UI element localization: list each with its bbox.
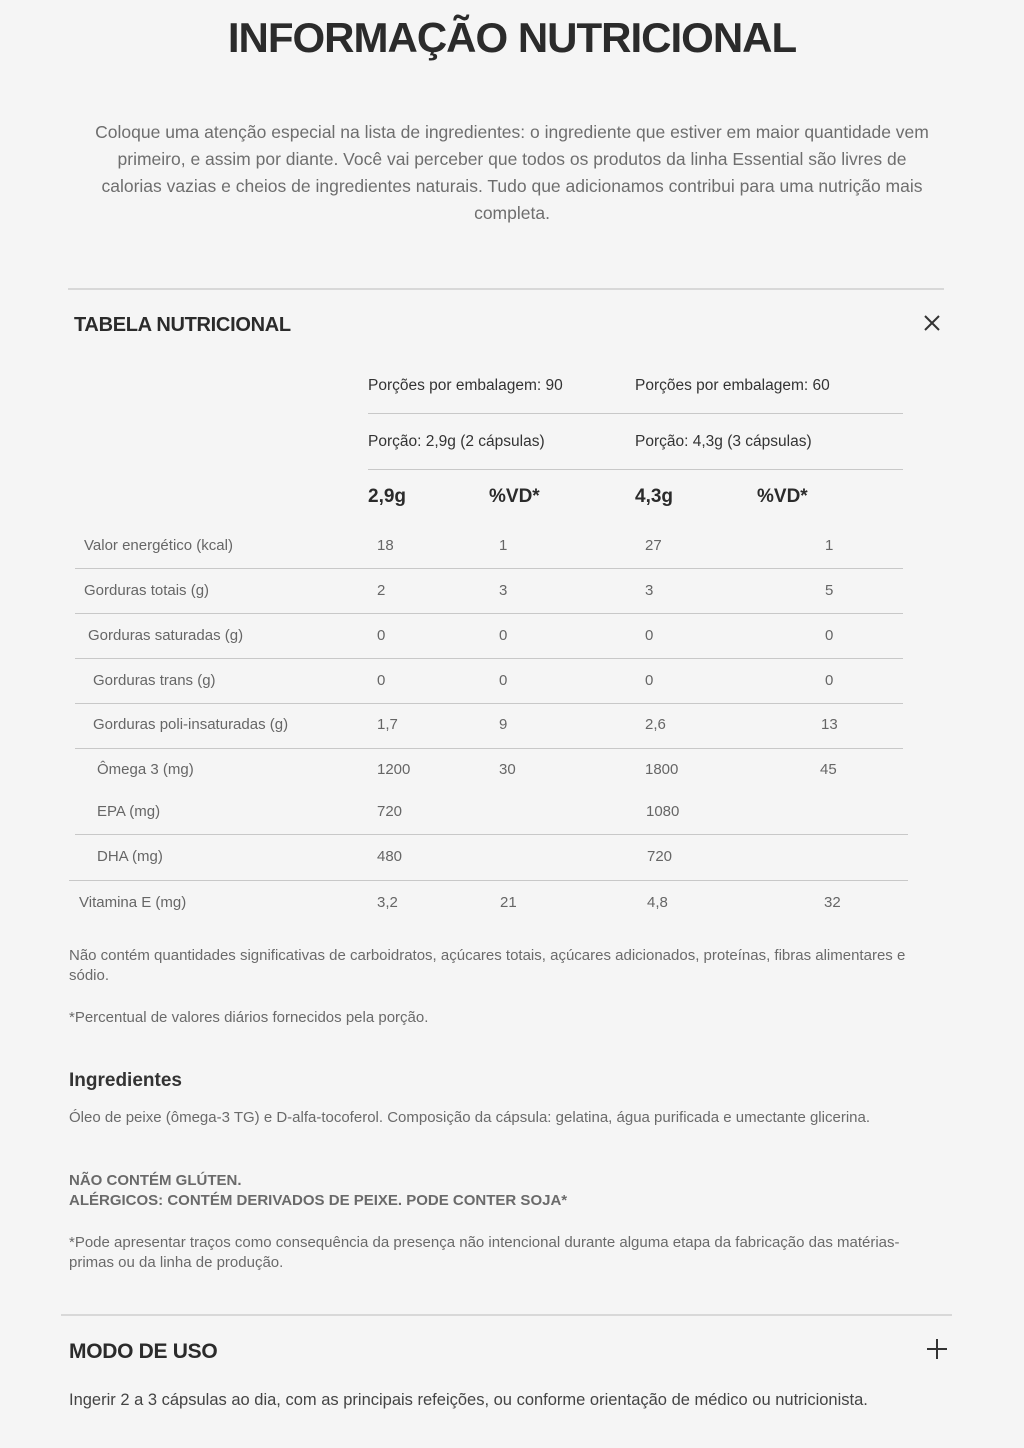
table-rule: [69, 880, 908, 881]
table-rule: [75, 613, 903, 614]
table-rule: [368, 413, 903, 414]
nutrition-table-title[interactable]: TABELA NUTRICIONAL: [74, 314, 291, 336]
table-cell: 5: [825, 582, 834, 599]
column-header-dv-a: %VD*: [489, 486, 540, 507]
allergen-notice: ALÉRGICOS: CONTÉM DERIVADOS DE PEIXE. PODE CONTER SOJA*: [69, 1192, 568, 1209]
table-cell: 480: [377, 848, 403, 865]
table-cell: 27: [645, 537, 662, 554]
gluten-notice: NÃO CONTÉM GLÚTEN.: [69, 1172, 242, 1189]
table-cell: 21: [500, 894, 517, 911]
table-cell: 720: [377, 803, 403, 820]
portion-b: Porção: 4,3g (3 cápsulas): [635, 433, 812, 450]
column-header-dv-b: %VD*: [757, 486, 808, 507]
table-cell: 1200: [377, 761, 411, 778]
table-cell: 0: [499, 627, 508, 644]
table-cell: 9: [499, 716, 508, 733]
table-cell: 30: [499, 761, 516, 778]
ingredients-text: Óleo de peixe (ômega-3 TG) e D-alfa-tocoferol. Composição da cápsula: gelatina, água purificada e umectante glicerina.: [69, 1109, 870, 1126]
traces-notice: *Pode apresentar traços como consequência da presença não intencional durante alguma etapa da fabricação das matérias-primas ou da linha de produção.: [69, 1234, 900, 1271]
servings-per-package-a: Porções por embalagem: 90: [368, 377, 563, 394]
table-cell: 0: [825, 672, 834, 689]
table-cell: 0: [825, 627, 834, 644]
page-title: INFORMAÇÃO NUTRICIONAL: [227, 14, 797, 61]
table-cell: 3: [645, 582, 654, 599]
table-rule: [75, 748, 903, 749]
table-rule: [75, 703, 903, 704]
table-cell: 1: [499, 537, 508, 554]
nutrient-label: Vitamina E (mg): [79, 894, 187, 911]
nutrient-label: Gorduras totais (g): [84, 582, 210, 599]
table-cell: 3: [499, 582, 508, 599]
nutrient-label: Gorduras poli-insaturadas (g): [93, 716, 289, 733]
nutrient-label: DHA (mg): [97, 848, 163, 865]
nutrient-label: Valor energético (kcal): [84, 537, 233, 554]
nutrition-footnote: Não contém quantidades significativas de carboidratos, açúcares totais, açúcares adicionados, proteínas, fibras alimentares e sódio.: [69, 947, 906, 984]
table-cell: 0: [645, 672, 654, 689]
table-cell: 0: [377, 627, 386, 644]
table-cell: 2,6: [645, 716, 666, 733]
table-cell: 1800: [645, 761, 679, 778]
column-header-amount-a: 2,9g: [368, 486, 407, 507]
plus-icon[interactable]: [924, 1336, 950, 1362]
table-cell: 0: [499, 672, 508, 689]
table-cell: 13: [821, 716, 838, 733]
table-cell: 45: [820, 761, 837, 778]
portion-a: Porção: 2,9g (2 cápsulas): [368, 433, 545, 450]
table-cell: 18: [377, 537, 394, 554]
table-cell: 32: [824, 894, 841, 911]
close-icon[interactable]: [919, 310, 945, 336]
usage-section-title[interactable]: MODO DE USO: [69, 1340, 218, 1363]
ingredients-title: Ingredientes: [69, 1070, 182, 1091]
table-cell: 0: [377, 672, 386, 689]
table-cell: 1: [825, 537, 834, 554]
table-rule: [75, 834, 908, 835]
table-cell: 0: [645, 627, 654, 644]
section-divider: [68, 288, 944, 290]
table-rule: [75, 568, 903, 569]
nutrient-label: EPA (mg): [97, 803, 161, 820]
table-cell: 3,2: [377, 894, 398, 911]
column-header-amount-b: 4,3g: [635, 486, 674, 507]
usage-text: Ingerir 2 a 3 cápsulas ao dia, com as principais refeições, ou conforme orientação de médico ou nutricionista.: [69, 1391, 868, 1409]
table-cell: 4,8: [647, 894, 668, 911]
nutrient-label: Ômega 3 (mg): [97, 761, 194, 778]
table-rule: [75, 658, 903, 659]
table-cell: 720: [647, 848, 673, 865]
dv-footnote: *Percentual de valores diários fornecidos pela porção.: [69, 1009, 429, 1026]
nutrient-label: Gorduras saturadas (g): [88, 627, 244, 644]
servings-per-package-b: Porções por embalagem: 60: [635, 377, 830, 394]
table-cell: 2: [377, 582, 386, 599]
table-rule: [368, 469, 903, 470]
section-divider: [61, 1314, 952, 1316]
intro-text: Coloque uma atenção especial na lista de ingredientes: o ingrediente que estiver em maior quantidade vem primeiro, e assim por diante. Você vai perceber que todos os produtos da linha Essential são livres de calorias vazias e cheios de ingredientes naturais. Tudo que adicionamos contribui para uma nutrição mais completa.: [95, 122, 929, 223]
table-cell: 1080: [646, 803, 680, 820]
table-cell: 1,7: [377, 716, 398, 733]
nutrient-label: Gorduras trans (g): [93, 672, 216, 689]
